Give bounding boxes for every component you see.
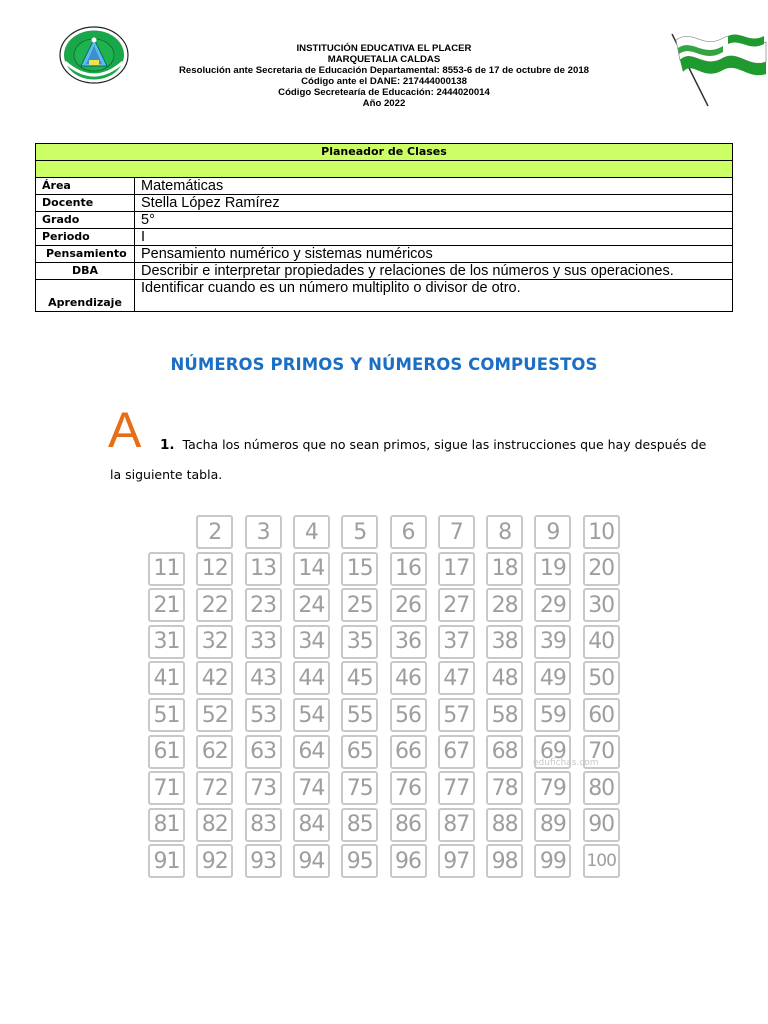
planner-row-pensamiento (36, 246, 733, 263)
planner-value: Describir e interpretar propiedades y relaciones de los números y sus operaciones. (135, 263, 733, 280)
header-line: Año 2022 (362, 98, 406, 109)
number-cell: 56 (390, 698, 427, 732)
institution-header (150, 43, 618, 109)
header-line: MARQUETALIA CALDAS (327, 54, 441, 65)
planner-label: Grado (36, 212, 135, 229)
planner-label: Pensamiento (36, 246, 135, 263)
number-cell: 44 (293, 661, 330, 695)
school-seal-logo (59, 26, 129, 84)
number-cell: 42 (196, 661, 233, 695)
number-cell: 54 (293, 698, 330, 732)
number-cell: 39 (534, 625, 571, 659)
number-cell: 89 (534, 808, 571, 842)
number-cell: 28 (486, 588, 523, 622)
number-cell: 18 (486, 552, 523, 586)
number-cell: 9 (534, 515, 571, 549)
number-cell: 95 (341, 844, 378, 878)
number-cell: 35 (341, 625, 378, 659)
number-cell: 66 (390, 735, 427, 769)
number-cell: 53 (245, 698, 282, 732)
number-cell: 33 (245, 625, 282, 659)
header-line: Código Secretearía de Educación: 2444020014 (278, 87, 490, 98)
planner-row-area (36, 178, 733, 195)
planner-value: I (135, 229, 733, 246)
number-cell: 51 (148, 698, 185, 732)
number-cell: 31 (148, 625, 185, 659)
activity-text-line2: la siguiente tabla. (110, 467, 223, 482)
number-cell: 25 (341, 588, 378, 622)
number-cell: 84 (293, 808, 330, 842)
number-cell: 69 (534, 735, 571, 769)
section-title: NÚMEROS PRIMOS Y NÚMEROS COMPUESTOS (170, 355, 598, 374)
number-cell: 70 (583, 735, 620, 769)
number-cell: 80 (583, 771, 620, 805)
number-cell: 10 (583, 515, 620, 549)
planner-label: Docente (36, 195, 135, 212)
class-planner-table (35, 143, 733, 312)
planner-row-periodo (36, 229, 733, 246)
number-cell: 88 (486, 808, 523, 842)
planner-row-aprendizaje (36, 280, 733, 312)
number-cell: 64 (293, 735, 330, 769)
planner-blank-row (36, 161, 733, 178)
number-cell: 12 (196, 552, 233, 586)
number-cell: 97 (438, 844, 475, 878)
number-cell: 77 (438, 771, 475, 805)
planner-value: Pensamiento numérico y sistemas numéricos (135, 246, 733, 263)
number-cell: 16 (390, 552, 427, 586)
number-cell: 55 (341, 698, 378, 732)
number-cell: 61 (148, 735, 185, 769)
number-cell: 59 (534, 698, 571, 732)
number-cell: 62 (196, 735, 233, 769)
number-cell: 19 (534, 552, 571, 586)
number-cell: 22 (196, 588, 233, 622)
number-cell: 57 (438, 698, 475, 732)
number-cell: 91 (148, 844, 185, 878)
number-cell: 41 (148, 661, 185, 695)
number-cell: 14 (293, 552, 330, 586)
number-cell: 45 (341, 661, 378, 695)
number-cell: 24 (293, 588, 330, 622)
number-cell: 2 (196, 515, 233, 549)
number-cell: 81 (148, 808, 185, 842)
number-cell: 68 (486, 735, 523, 769)
planner-row-dba (36, 263, 733, 280)
planner-label: Aprendizaje (36, 280, 135, 312)
number-cell: 26 (390, 588, 427, 622)
activity-number: 1. (160, 437, 175, 453)
planner-value: Identificar cuando es un número multiplito o divisor de otro. (135, 280, 733, 312)
number-cell: 85 (341, 808, 378, 842)
number-cell: 8 (486, 515, 523, 549)
number-cell: 99 (534, 844, 571, 878)
number-cell: 60 (583, 698, 620, 732)
number-cell: 30 (583, 588, 620, 622)
number-cell: 34 (293, 625, 330, 659)
planner-title-row (36, 144, 733, 161)
number-cell: 37 (438, 625, 475, 659)
number-cell: 71 (148, 771, 185, 805)
number-cell: 20 (583, 552, 620, 586)
number-cell: 3 (245, 515, 282, 549)
number-cell: 67 (438, 735, 475, 769)
number-cell: 23 (245, 588, 282, 622)
activity-text-line1: Tacha los números que no sean primos, sigue las instrucciones que hay después de (182, 437, 707, 452)
planner-value: Matemáticas (135, 178, 733, 195)
number-cell: 87 (438, 808, 475, 842)
number-cell: 47 (438, 661, 475, 695)
number-cell: 50 (583, 661, 620, 695)
number-cell: 94 (293, 844, 330, 878)
number-cell: 73 (245, 771, 282, 805)
header-line: Código ante el DANE: 217444000138 (301, 76, 467, 87)
planner-title: Planeador de Clases (36, 144, 733, 161)
planner-label: DBA (36, 263, 135, 280)
number-cell: 6 (390, 515, 427, 549)
number-cell: 32 (196, 625, 233, 659)
number-cell: 83 (245, 808, 282, 842)
flag-image (668, 26, 768, 110)
header-line: INSTITUCIÓN EDUCATIVA EL PLACER (296, 43, 472, 54)
planner-label: Periodo (36, 229, 135, 246)
number-cell: 79 (534, 771, 571, 805)
number-cell: 96 (390, 844, 427, 878)
number-cell: 7 (438, 515, 475, 549)
header-line: Resolución ante Secretaria de Educación Departamental: 8553-6 de 17 de octubre de 2018 (178, 65, 590, 76)
number-cell: 93 (245, 844, 282, 878)
number-cell: 82 (196, 808, 233, 842)
number-cell: 48 (486, 661, 523, 695)
number-cell: 40 (583, 625, 620, 659)
planner-value: Stella López Ramírez (135, 195, 733, 212)
number-cell: 98 (486, 844, 523, 878)
number-grid (148, 515, 624, 879)
number-cell: 36 (390, 625, 427, 659)
number-cell: 92 (196, 844, 233, 878)
planner-value: 5° (135, 212, 733, 229)
watermark-text: edufichas.com (533, 758, 599, 768)
number-cell: 5 (341, 515, 378, 549)
number-cell: 46 (390, 661, 427, 695)
number-cell: 11 (148, 552, 185, 586)
number-cell: 52 (196, 698, 233, 732)
number-cell: 100 (583, 844, 620, 878)
number-cell: 17 (438, 552, 475, 586)
number-cell: 90 (583, 808, 620, 842)
number-cell: 38 (486, 625, 523, 659)
activity-letter: A (108, 402, 142, 458)
planner-label: Área (36, 178, 135, 195)
number-cell: 29 (534, 588, 571, 622)
number-cell: 65 (341, 735, 378, 769)
number-cell: 15 (341, 552, 378, 586)
planner-row-grado (36, 212, 733, 229)
number-cell: 4 (293, 515, 330, 549)
activity-instruction (160, 437, 706, 453)
number-cell: 86 (390, 808, 427, 842)
number-cell: 27 (438, 588, 475, 622)
number-cell: 21 (148, 588, 185, 622)
planner-row-docente (36, 195, 733, 212)
number-cell: 75 (341, 771, 378, 805)
number-cell: 43 (245, 661, 282, 695)
number-cell: 72 (196, 771, 233, 805)
number-cell: 63 (245, 735, 282, 769)
number-cell: 78 (486, 771, 523, 805)
number-cell: 13 (245, 552, 282, 586)
number-cell: 76 (390, 771, 427, 805)
number-cell: 74 (293, 771, 330, 805)
number-cell: 58 (486, 698, 523, 732)
number-cell: 49 (534, 661, 571, 695)
